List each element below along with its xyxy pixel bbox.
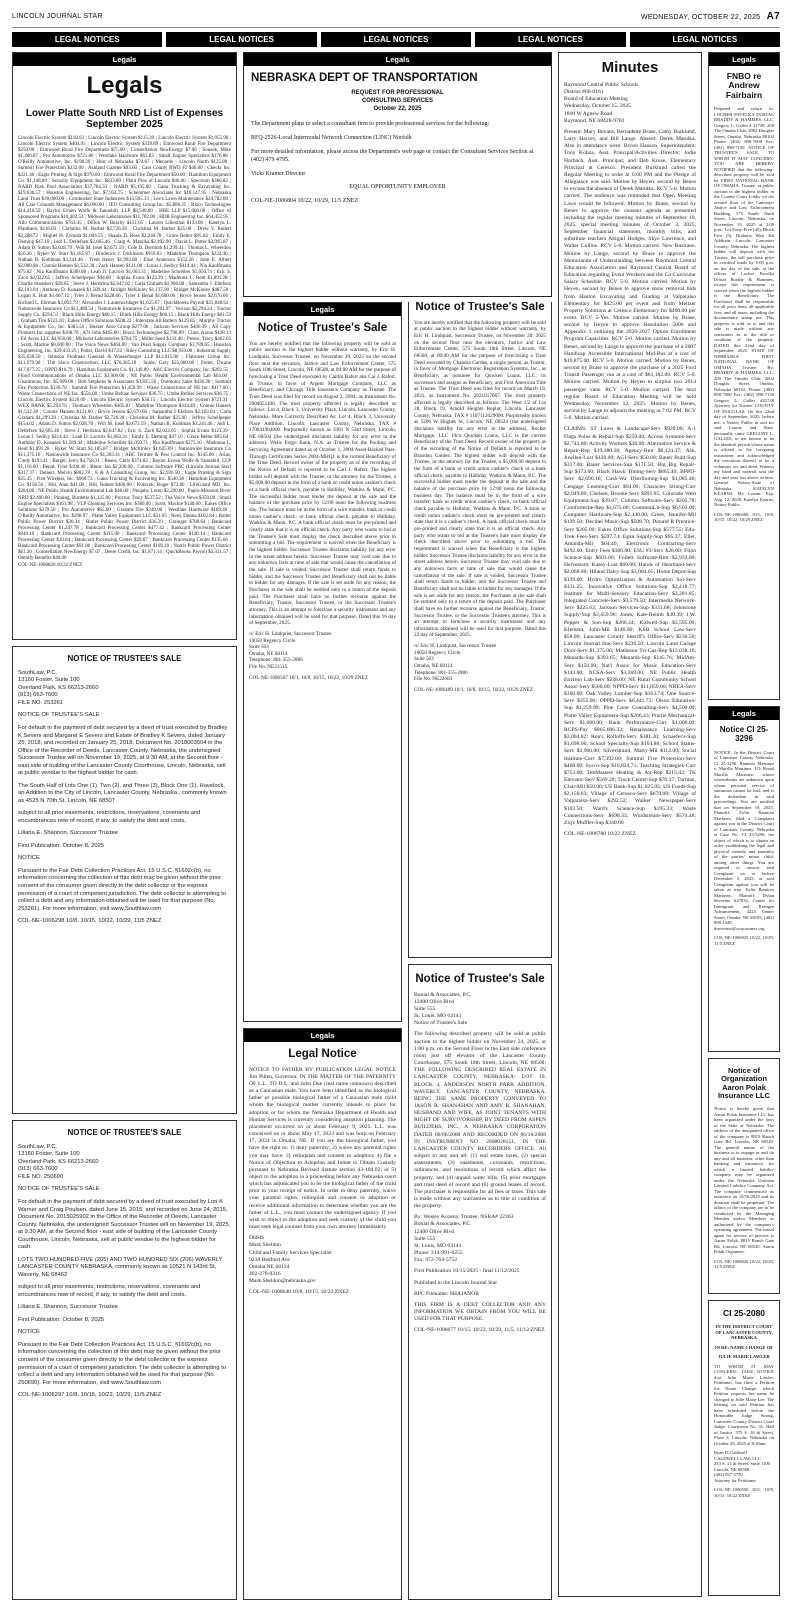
section-tab: Legals — [13, 53, 236, 66]
section-header-row — [12, 32, 780, 47]
sig-line: By: Wesley Kozeny, Trustee, NSBA# 22363 — [414, 1214, 514, 1221]
notice-ci-25-2080 — [708, 1300, 780, 1596]
column-5 — [708, 52, 780, 1612]
notice-title: FNBO re Andrew Fairbairn — [725, 71, 763, 100]
eoe-line: EQUAL OPPORTUNITY EMPLOYER — [349, 184, 446, 191]
sig-line: 233 S. 13 th Street, Suite 1100 — [714, 1461, 770, 1467]
notice-body: Notice is hereby given that Aaron Polak Insurance LLC has been organized under the laws of the State of Nebraska. The address of the designated office of the company is 8815 Ranch Gate Rd, Lincoln, NE 68520. The general nature of the business is to engage in and do any and all business, other than banking and insurance, for which a limited liability company may be organized under the Nebraska Uniform Limited Liability Company Act. The company commenced its existence on 10/16/2025 and its duration shall be perpetual. The affairs of the company are to be conducted by the Managing Member and/or Members as authorized by the company's operating agreement. The initial agent for service of process is Aaron Polak, 8815 Ranch Gate Rd, Lincoln, NE 68520. Aaron Polak Organizer. — [714, 1106, 774, 1254]
paper-name: LINCOLN JOURNAL STAR — [12, 13, 103, 20]
publication-date: First Publication: October 8, 2025 — [18, 842, 105, 849]
notice-title: NOTICE OF TRUSTEE'S SALE — [67, 1128, 182, 1137]
petitioner-name: JULIE MARIE LAWLER — [718, 1354, 770, 1360]
sig-line: /s/ Eric H. Lindquist, Successor Trustee — [414, 643, 497, 650]
notice-signature: Liliana E. Shannon, Successor Trustee — [18, 830, 118, 837]
sig-line: Telephone: 801-355-2886 — [414, 669, 468, 676]
sig-line: Child and Family Services Specialist — [249, 1249, 332, 1256]
notice-trustee-sale-ne21515 — [243, 302, 402, 1022]
column-1 — [12, 52, 237, 1612]
sig-line: Omaha, NE 68114 — [414, 663, 453, 670]
notice-signature: Vicki Kramer Director — [251, 170, 306, 177]
column-4 — [558, 52, 702, 1612]
minutes-body: Present: Mary Bevans, Bernadette Brase, Cathy Burklund, Larry Harvey, and Bill Lange. Absent: Derek Matulka. Also in attendance were: Bryon Hanson, Superintendent; Tony Kobza, Asst. Principal/Activities Director; Jodie Horbach, Asst. Principal; and Deb Kruse, Elementary Principal at Ceresco. President Burklund called the Regular Meeting to order at 6:00 PM and the Pledge of Allegiance was said. Motion by Heyen, second by Benes to excuse the absence of Derek Matulka. RCV 5-0. Motion carried. The audience was reminded that Open Meeting Laws would be followed. Motion by Brase, second by Benes to approve the consent agenda as presented including the regular meeting minutes of September 10, 2025, special meeting minutes of October 3, 2025, September financial statement, monthly bills, and substitute teachers Abigail Hodges, Skye Lawrence, and Walter Collins. RCV 5-0. Motion carried. New Business. Motion by Lange, second by Brase to approve the Memoranda of Understanding between Raymond Central Education Association and Raymond Central Board of Education regarding Event Workers and the Co-Curricular Salary Schedule. RCV 5-0. Motion carried. Motion by Heyen, second by Benes to approve snow removal bids from Hanton Excavating and Grading at Valparaiso Elementary for $425.00 per event and from Meltzer Property Solutions at Ceresco Elementary for $400.00 per event. RCV 5-Yes. Motion carried. Motion by Brase, second by Heyen to approve Resolution 5006 and Appendix 1 outlining the 2026-2027 Option Enrollment Program Capacities. RCV 5-0. Motion carried. Motion by Benes, second by Lange to approve the purchase of a 2007 Handicap Accessible International Mid-Bus at a cost of $19,875.00. RCV 5-0. Motion carried. Motion by Benes, second by Brase to approve the purchase of a 2025 Ford Transit Passenger van at a cost of $61,182.00. RCV 5-0. Motion carried. Motion by Heyen to surplus two 2014 passenger vans. RCV 5-0. Motion carried. The next regular Board of Education Meeting will be held Wednesday, November 12, 2025. Motion by Benes, second by Lange to adjourn the meeting at 7:02 PM. RCV 5-0. Motion carried. — [564, 128, 696, 422]
notice-signature: Liliana E. Shannon, Successor Trustee — [18, 1304, 118, 1311]
notice-title: Notice of Organization Aaron Polak Insurance LLC — [717, 1066, 771, 1100]
column-2 — [243, 302, 402, 1612]
notice-nrd-expenses — [12, 52, 237, 640]
notice-paragraph: For default in the payment of debt secured by a deed of trust executed by Lori K Warner and Craig Poulsen, dated June 15, 2015, and recorded on June 24, 2015, Document No. 2015025902 in the Office of the Recorder of Deeds, Lancaster County, Nebraska, the undersigned Successor Trustee will on November 19, 2025, at 9:30 AM, at the Second floor - east side of building of the Lancaster County Courthouse, Lincoln, Nebraska, sell at public vendue to the highest bidder for cash: — [18, 1198, 231, 1251]
matter-heading: IN RE: NAME CHANGE OF — [714, 1344, 774, 1350]
sig-line: Phone: 314-991-0255 — [414, 1250, 463, 1257]
addr-line: St. Louis, MO 63141 — [414, 1013, 462, 1020]
masthead — [12, 6, 780, 28]
section-tab: Legals — [709, 53, 779, 66]
notice-trustee-sale-250690 — [12, 1120, 237, 1600]
date-and-page — [641, 11, 780, 22]
notice-title: NOTICE OF TRUSTEE'S SALE — [67, 654, 182, 663]
sig-line: St. Louis, MO 63141 — [414, 1242, 462, 1249]
sig-line: Omaha NE 68134 — [249, 1263, 290, 1270]
notice-id: COL-NE-1006826 10/22, 10/29, 11/5 ZNEZ — [714, 1258, 774, 1269]
sig-line: 12400 Olive Blvd — [414, 1228, 455, 1235]
notice-trustee-sale-bonial — [408, 964, 552, 1600]
notice-title: Minutes — [601, 59, 659, 76]
notice-body: The following described property will be sold at public auction to the highest bidder on November 24, 2025, at 1:00 p.m. on the Second Floor in the East side conference room just off elevator of the Lancaster County Courthouse, 575 South 10th Street, Lincoln, NE 68508: THE FOLLOWING DESCRIBED REAL ESTATE IN LANCASTER COUNTY, NEBRASKA: LOT 19, BLOCK 4, ANDERSON NORTH PARK ADDITION, WAVERLY, LANCASTER COUNTY, NEBRASKA. BEING THE SAME PROPERTY CONVEYED TO JASON R. SHANAHAN AND AMY R. SHANAHAN, HUSBAND AND WIFE, AS JOINT TENANTS WITH RIGHT OF SURVIVORSHIP, BY DEED FROM ASPEN BUILDERS, INC., A NEBRASKA CORPORATION DATED 06/06/2008 AND RECORDED ON 06/16/2008 IN INSTRUMENT NO. 2008028151, IN THE LANCASTER COUNTY RECORDERS OFFICE. All subject to any and all: (1) real estate taxes, (2) special assessments, (3) easements, covenants, restrictions, ordinances, and resolutions of record which affect the property, and (4) unpaid water bills, (5) prior mortgages and trust deed of record and (6) ground leases of record. The purchaser is responsible for all fees or taxes. This sale is made without any warranties as to title or condition of the property. — [414, 1031, 546, 1210]
addr-line: Overland Park, KS 66213-2660 — [18, 684, 99, 691]
sig-line: DHHS — [249, 1235, 265, 1242]
notice-subtitle — [251, 90, 544, 113]
addr-line: SouthLaw, P.C. — [18, 1143, 58, 1150]
notice-paragraph: For default in the payment of debt secured by a deed of trust executed by Bradley K Severs and Margaret E Severs and Estate of Bradley K Severs, dated January 25, 2018, and recorded on January 25, 2018, Document No. 2018003504 in the Office of the Recorder of Deeds, Lancaster County, Nebraska, the undersigned Successor Trustee will on November 19, 2025, at 9:30 AM, at the Second floor - east side of building of the Lancaster County Courthouse, Lincoln, Nebraska, sell at public vendue to the highest bidder for cash: — [18, 724, 228, 777]
section-header: LEGAL NOTICES — [321, 32, 471, 47]
org-line: District #66-0161 — [564, 89, 604, 96]
notice-paragraph: For more detailed information, please access the Department's web page or contact the Consultant Services Section at (402) 479 4795. — [251, 148, 534, 163]
sig-line: Telephone: 801-355-2886 — [249, 657, 303, 664]
addr-line: Overland Park, KS 66213-2660 — [18, 1158, 99, 1165]
notice-paragraph: LOTS TWO HUNDRED FIVE (205) AND TWO HUNDRED SIX (206) WAVERLY LANCASTER COUNTY NEBRASKA, commonly known as 10521 N 143rd St, Waverly, NE 68462 — [18, 1256, 223, 1278]
notice-id: COL-NE-1006297 10/8, 10/15, 10/22, 10/29, 11/5 ZNEZ — [18, 1392, 162, 1399]
sig-line: Fax: 972-764-5752 — [414, 1257, 458, 1264]
sig-line: Bonial & Associates, P.C. — [414, 1221, 472, 1228]
sig-line: Suite 555 — [414, 1235, 436, 1242]
notice-title: NEBRASKA DEPT OF TRANSPORTATION — [251, 72, 478, 84]
addr-line: 13160 Foster, Suite 100 — [18, 1151, 80, 1158]
notice-id: COL-NE-1006804 10/22, 10/29, 11/5 ZNEZ — [251, 198, 359, 205]
court-name: IN THE DISTRICT COURT OF LANCASTER COUNTY, NEBRASKA — [715, 1324, 773, 1341]
section-tab: Legals — [244, 53, 551, 66]
notice-paragraph: subject to all prior easements, restrictions, reservations, covenants and encumbrances now of record, if any, to satisfy the debt and costs. — [18, 810, 201, 824]
notice-paragraph: Pursuant to the Fair Debt Collection Practices Act, 15 U.S.C. §1692c(b), no information concerning the collection of this debt may be given without the prior consent of the consumer given directly to the debt collector or the express permission of a court of competent jurisdiction. The debt collector is attempting to collect a debt and any information obtained will be used for that purpose (No. 250690). For more information, visit www.Southlaw.com — [18, 1341, 227, 1386]
notice-paragraph: The South Half of Lots One (1), Two (2), and Three (3), Block One (1), Havelock, an Addition to the City of Lincoln, Lancaster County, Nebraska., commonly known as 4525 N 70th St, Lincoln, NE 68507 — [18, 782, 227, 804]
notice-body: TO WHOM IT MAY CONCERN: TAKE NOTICE that Julie Marie Lawler, Petitioner, has filed a Petition for Name Change, which Petition requests her name be changed to Julie Marie Lee. The hearing on said Petition has been scheduled before the Honorable Judge Strong, Lancaster County District Court Judge, Courtroom No. 31, Hall of Justice, 575 S. 10 th Street, Floor 3, Lincoln, Nebraska on October 29, 2025 at 8:30am. — [714, 1363, 774, 1446]
addr-line: Suite 555 — [414, 1005, 436, 1012]
addr-line: (913) 663-7600 — [18, 1166, 58, 1173]
publication-paper: Published in the Lincoln Journal Star — [414, 1279, 498, 1286]
notice-id: COL-NE-1006820 10/22 ZNEZ — [18, 562, 83, 568]
org-line: 1800 W Agnew Road — [564, 110, 613, 117]
section-header: LEGAL NOTICES — [12, 32, 162, 47]
org-line: Raymond Central Public Schools — [564, 82, 639, 88]
sig-line: Lincoln, NE 68508 — [714, 1466, 750, 1472]
notice-id: COL-NE-1006550 10/1, 10/8, 10/15, 10/22 ZNEZ — [714, 1487, 774, 1498]
notice-minutes-raymond-central — [558, 52, 702, 1597]
notice-subheading: NOTICE OF TRUSTEE'S SALE — [18, 1186, 100, 1193]
notice-id: COL-NE-1006507 10/1, 10/8, 10/15, 10/22, 10/29 ZNEZ — [249, 674, 369, 681]
sig-line: CALDWELL LAW, LLC — [714, 1455, 761, 1461]
bpc-filename: BPC Filename: SHAJANOR — [414, 1290, 479, 1297]
sig-line: Attorney for Petitioner. — [714, 1477, 757, 1483]
notice-title: CI 25-2080 — [722, 1308, 766, 1318]
sig-line: Suite 503 — [414, 656, 434, 663]
notice-ci-25-3296 — [708, 706, 780, 1052]
addr-line: (913) 663-7600 — [18, 692, 58, 699]
section-tab: Legals — [709, 707, 779, 720]
notice-fnbo-fairbairn — [708, 52, 780, 700]
file-number: FILE NO. 250690 — [18, 1173, 64, 1180]
notice-id: COL-NE-1006298 10/8, 10/15, 10/22, 10/29, 11/5 ZNEZ — [18, 918, 162, 925]
notice-body: Prepared and return to: LOCHER PAVELKA DOSTAL BRADDY & HAMMES, LLC, Gregory L. Galles # 21748, 200 The Omaha Club, 2002 Douglas Street, Omaha, Nebraska 68102 Phone: (402) 898-7000 Fax: (402) 898-7130. NOTICE OF TRUSTEE'S SALE. TO WHOM IT MAY CONCERN: YOU ARE HEREBY NOTIFIED that the following-described property will be sold by FIRST NATIONAL BANK OF OMAHA, Trustee, at public auction to the highest bidder in the County Court Lobby on the second floor of the Lancaster Justice and Law Enforcement Building, 575 South Tenth Street, Lincoln, Nebraska, on November 19, 2025 at 2:00 p.m.: Lot Forty-Five (45), Block Five (5), Brahurst West 4th Addition, Lincoln, Lancaster County, Nebraska. The highest bidder will deposit with the Trustee, the full purchase price in certified funds by 5:00 p.m. on the day of the sale, at the offices of Locher Pavelka Dostal Braddy & Hammes, except this requirement is waived when the highest bidder is the Beneficiary. The Purchaser shall be responsible for all prior liens, all applicable fees, and all taxes, including the documentary stamp tax. This property is sold 'as is' and this sale is made without any warranties as to the title or condition of the property. DATED this 22nd day of September, 2025. STATE OF NEBRASKA FIRST NATIONAL BANK OF OMAHA, Trustee. By: BRADDY & HAMMES, LLC, 200 The Omaha Club, 2002 Douglas Street, Omaha, Nebraska 68102. Phone: (402) 898-7000 Fax: (402) 898-7130 Gregory L. Galles #21748 Attorney for Trustee. COUNTY OF DOUGLAS. On this 22nd day of September, 2025, before me, a Notary Public in and for said County and State, personally came GREGORY L. GALLES, to me known to be the identical person whose name is affixed to the foregoing instrument and acknowledged the execution thereof to be a voluntary act and deed. Witness my hand and notarial seal the day and year last above written. General Notary-State of Nebraska. KATELYN KEARNS. My Comm. Exp. Aug. 12, 2029. Katelyn Kearns, Notary Public. — [714, 106, 774, 508]
notice-title: Notice of Trustee's Sale — [415, 973, 545, 985]
notice-trustee-sale-ne22603 — [408, 302, 552, 958]
notice-body: Lincoln Electric System $118.03 ; Lincoln Electric System $115.39 ; Lincoln Electric System $1,055.90 ; Lincoln Electric System $404.95 ; Lincoln Electric System $339.89 ; Elmwood Rural Fire Department $250.00 ; Elmwood Rural Fire Department $75.00 ; Constellation NewEnergy $7.06 ; Sousek, Mike $1,466.87 ; Pro Automotive $721.86 ; Westlake Hardware $63.83 ; Small Engine Specialists $170.88 ; O'Reilly Automotive, Inc. $198.29 ; Host of Nebraska $74.67 ; Menards - Lincoln North $125.80 ; Summit Fire Protection $232.00 ; Ashland Gazette $93.60 ; Cass County RWD #2 $40.00 ; Checkr Inc. $221.46 ; Eagle Printing & Sign $970.00 ; Elmwood Rural Fire Department $50.00 ; Hamilton Equipment Co. $1,148.89 ; Security Equipment, Inc. $833.00 ; Plant Pros of Lincoln $40.00 ; Spectrum $386.82 ; NARD Risk Pool Association $37,784.33 ; NARD $5,195.00 ; Gana Trucking & Excavating Inc. $19,636.57 ; Houston Engineering, Inc. $7,954.75 ; Schemmer Associates Inc $10,147.95 ; Nebraska Land Trust $30,000.00 ; Cornhusker State Industries $14,565.13 ; Lee's Lawn Maintenance $24,782.00 ; All Care Grounds Management $6,000.00 ; JEO Consulting Group Inc. $5,886.25 ; Bizco Technologies $14,416.59 ; Baylor Evnen Wolfe & Tannehill, LLP $8,540.00 ; HBE LLP $15,000.00 ; Office of Sponsored Programs $10,402.53 ; Midwest Laboratories $11,702.00 ; HDR Engineering Inc. $64,452.95 ; Allo Communications $763.45 ; Dillon W. Beachy $121.65 ; Lauren Lilienthal $133.06 ; Katelyn L. Plambeck $116.03 ; Christina M. Barber $2,726.28 ; Christina M. Barber $25.00 ; Drew V. Bullett $2,288.72 ; Miguel H. Zymola $1,004.55 ; Shaula D. Ross $2,240.78 ; Grace Belter $95.64 ; Emily E. Deming $47.10 ; Jodi L. Detlefsen $2,665.46 ; Craig A. Matulka $2,492.90 ; David L. Potter $3,995.87 ; Adam D. Sutton $2,028.79 ; Will M. Insel $2,672.59 ; Cole D. Dermuth $1,299.41 ; Thomas L. Wheeldon $56.26 ; Ryker W. Starr $1,185.87 ; Broderick J. Dickinson $959.03 ; Madeline Thompson $224.46 ; Nathan B. Kuhlman $3,241.46 ; Trent Henry $1,993.80 ; Elise Anderson $152.28 ; John E. Albert $2,000.86 ; Connie Hansen $1,532.38 ; Zach Hansen $121.00 ; Lucas J. Sedivy $414.44 ; Nia Kauffmann $75.02 ; Nia Kauffmann $200.08 ; Leah D. Lacroix $1,663.31 ; Madeline Schreiber $1,050.71 ; Eric S. Zach $2,022.65 ; Jeffrey Schellpeper $94.80 ; Sophia Evans $123.39 ; Madonna L. Reid $1,891.28 ; Charlie Stansbery $28.85 ; Steve J. Herdzina $2,647.82 ; Carla Graham $1,906.88 ; Samantha J. Ellefson $2,103.04 ; Anthony D. Kunasek $1,589.44 ; Bridget McKinley $1,137.90 ; Bridget McKinley $487.58 ; Logan K. Hutt $1,607.12 ; Tyler J. Brend $228.66 ; Tyler J. Benal $1,600.00 ; Bryce Jensen $2,676.66 ; Richard L. Ehrman $3,063.79 ; Alexander J. Lautenschlager $1,625.67 ; QuickBooks Payroll $25,848.62 ; Nationwide Insurance Co $11,480.54 ; Nationwide Insurance Co $1,201.97 ; Verizon $2,294.24 ; Tractor Supply Co. $594.51 ; Black Hills Energy $80.15 ; Black Hills Energy $66.15 ; Black Hills Energy $61.59 ; Graham Tire $323.10 ; Eakes Office Solutions $508.22 ; Interstate All Battery $129.85 ; Murphy Tractor & Equipment Co., Inc. $383.56 ; Husker Auto Group $277.06 ; Jackson Services $400.39 ; All Copy Products Inc supplies $168.70 ; A7s John $465.00 ; Bizco Technologies $2,798.09 ; Clare, Aaron $128.13 ; Ed Acres LLC $4,050.80 ; Midwest Laboratories $784.75 ; Miller Seed $133.40 ; Presto, Tracy $462.65 ; Scott, Mackie $8,600.00 ; The Voice News $464.00 ; Van Diest Supply Company $3,789.65 ; Houston Engineering, Inc. $29,433.25 ; Potter, David $17.22 ; Riley Consulting LLC $8,950.00 ; Industrial Supply $35,630.50 ; Johnson Flodman Guenzel & Wasserburger LLP $12,015.00 ; Flatwater Group Inc. $11,679.90 ; Tim Sisco Construction, LLC $76,365.18 ; Snide, Gary $25,000.00 ; Potter, Dwane $17,077.25 ; OPPD $16.79 ; Hamilton Equipment Co. $1,149.89 ; ABC Electric Company, Inc. $202.55 ; Flood Communications of Omaha LLC $3,000.00 ; NE Public Health Environmental Lab $64.00 ; Unanimous, Inc. $5,099.00 ; Bob Stephens & Associates $3,835.56 ; Outmotor Sales $436.28 ; Summit Fire Protection $126.70 ; Summit Fire Protection $1,450.99 ; Waste Connections of NE Inc. $417.00 ; Waste Connections of NE Inc. $556.00 ; Umbe Refuse Services $36.75 ; Umbe Refuse Services $36.75 ; Lincoln Electric System $120.00 ; Lincoln Electric System $38.15 ; Lincoln Electric System $721.31 ; WEX BANK $5,293.76 ; Thomas's Wheeldon $465.81 ; Madeline Thompson $324.49 ; Connie Hansen $1,532.38 ; Connie Hansen $121.00 ; Bryce Jensen $2,670.66 ; Samantha J Elefson $2,103.04 ; Carla Graham $1,299.39 ; Christina M. Barber $2,726.28 ; Christina M. Barber $25.00 ; Jeffrey Schellpeper $154.02 ; Adam D. Sutton $2,028.78 ; Will M. Insel $2,672.59 ; Nathan B. Kuhlman $3,241.46 ; Jodi L. Detlefsen $2,665.46 ; Steve J. Herdzina $2,647.82 ; Eric S. Zach $2,022.65 ; Sophia Evans $123.39 ; Lucas J. Sedivy $414.44 ; Leah D. Lacroix $1,663.31 ; Emily E. Deming $47.10 ; Grace Belter $95.64 ; Anthony D. Kunasek $1,589.44 ; Madeline Schreiber $1,050.71 ; Nia Kauffmann $275.10 ; Madonna L. Reid $1,891.28 ; Ryker W. Starr $1,185.87 ; Bridget McKinley $1,625.69 ; Nationwide Insurance Co $11,375.16 ; Nationwide Insurance Co $1,203.41 ; ABC Termite & Pest Control Inc. $145.00 ; Arias, Cindy $193.41 ; Barger, Jerry $4,758.31 ; Beans, Chris $374.82 ; Baylor Evnen Wolfe & Tannehill, LLP $1,116.00 ; Benal, Tyler $106.40 ; Blum, Jan $2,200.00 ; Column Software PBC (Lincoln Journal Star) $317.37 ; Deinert, Melvin $802.78 ; E & A Consulting Group, Inc. $2,926.50 ; Eagle Printing & Sign $25.45 ; First Wireless, Inc. $966.72 ; Gana Trucking & Excavating Inc. $540.38 ; Hamilton Equipment Co. $158.56 ; Hilt, Alan $41.00 ; Hilt, Robert $400.00 ; Kubicek, Roger $73.80 ; LifeGuard MD, Inc. $284.00 ; NE Public Health Environmental Lab $48.00 ; Neujahr, Loren $2,200.00 ; Papio-Missouri River NRD $2,400.00 ; Pinning, Burdette $1,325.00 ; Proctor, Tracy $537.52 ; The Voice News $350.00 ; Small Engine Specialists $161.98 ; VLP Cleaning Services Inc. $380.00 ; Scott, Mackie $140.00 ; Eakes Office Solutions $270.50 ; Pro Automotive $65.60 ; Graham Tire $249.98 ; Westlake Hardware $189.46 ; O'Reilly Automotive, Inc. $298.97 ; Platte Valley Equipment LLC $31.05 ; Reid, Donna $102.84 ; Butler Public Power District $30.34 ; Butler Public Power District $36.29 ; Grainger $780.64 ; Bankcard Processing Center $1,247.78 ; Bankcard Processing Center $477.42 ; Bankcard Processing Center $949.19 ; Bankcard Processing Center $115.00 ; Bankcard Processing Center $140.14 ; Bankcard Processing Center $10.84 ; Bankcard Processing Center $29.87 ; Bankcard Processing Center $135.66 ; Bankcard Processing Center $91.80 ; Bankcard Processing Center $169.10 ; Norris Public Power District $61.30 ; Constellation NewEnergy $7.07 ; Deere Credit, Inc. $1,871.14 ; QuickBooks Payroll $2,331.57 ; Omnify Benefits $40.00 — [18, 136, 231, 562]
notice-body: You are hereby notified that the following property will be sold at public auction to the highest bidder without warranty, by Eric H. Lindquist, Successor Trustee, on November 20, 2025 on the second floor near the elevators, Justice and Law Enforcement Center, 575 South 10th Street, Lincoln, NE 68508, at 09:00 AM for the purpose of foreclosing a Trust Deed executed by Chandra Gardes, a single person, as Trustor, in favor of Mortgage Electronic Registration Systems, Inc., as Beneficiary, as nominee for Quicken Loans, LLC, its successors and assigns as Beneficiary, and First American Title as Trustee. The Trust Deed was filed for record on March 19, 2021, as Instrument No. 2021017067. The trust property affected is legally described as follows: The West 1/2 of Lot 28, Block 19, Arnold Heights Replat, Lincoln, Lancaster County, Nebraska. TAX # 1107112029000. Purportedly known as 5206 W Hughes St, Lincoln, NE 68524 (the undersigned disclaims liability for any error in the address). Rocket Mortgage, LLC f/k/a Quicken Loans, LLC is the current Beneficiary of the Trust Deed. Record owner of the property as of the recording of the Notice of Default is reported to be Brandon Gardes. The highest bidder will deposit with the Trustee, or the attorney for the Trustee, a $5,000.00 deposit in the form of a bank or credit union cashier's check or a bank official check, payable to Halliday, Watkins & Mann, P.C. The successful bidder must tender the deposit at the sale and the balance of the purchase price by 12:00 noon the following business day. The balance must be in the form of a wire transfer, bank or credit union cashier's check, or bank official check payable to Halliday, Watkins & Mann, P.C. A bank or credit union cashier's check must be pre-printed and clearly state that it is a cashier's check. A bank official check must be pre-printed and clearly state that it is an official check. Any party who wants to bid at the Trustee's Sale must display the check described above prior to submitting a bid. The requirement is waived when the Beneficiary is the highest bidder. Successor Trustee disclaims liability for any error in the street address herein. Successor Trustee may void sale due to any unknown facts at time of sale that would cause the cancellation of the sale. If sale is voided, Successor Trustee shall return funds to bidder, and the Successor Trustee and Beneficiary shall not be liable to bidder for any damages. If the sale is set aside for any reason, the Purchaser at the sale shall be entitled only to a return of the deposit paid. The Purchaser shall have no further recourse against the Beneficiary, Trustor, Successor Trustee, or the Successor Trustee's attorney. This is an attempt to foreclose a security instrument and any information obtained will be used for that purpose. Dated this 22 day of September, 2025. — [414, 319, 546, 639]
notice-id: COL-NE-1006648 10/8, 10/15, 10/22 ZNEZ — [249, 1289, 350, 1296]
section-header: LEGAL NOTICES — [166, 32, 316, 47]
notice-id: COL-NE-1006780 10/22 ZNEZ — [564, 831, 636, 838]
org-line: Wednesday, October 15, 2025 — [564, 103, 632, 110]
sig-line: 9218 Bedford Ave — [249, 1256, 290, 1263]
addr-line: 12400 Olive Blvd — [414, 998, 455, 1005]
sig-line: Ryan D. Caldwell — [714, 1450, 747, 1456]
notice-title: Lower Platte South NRD List of Expenses September 2025 — [25, 108, 224, 130]
sig-line: Mark.Sheldon@nebraska.gov — [249, 1278, 316, 1285]
subtitle-date: October 22, 2025 — [373, 105, 422, 112]
notice-title: Notice CI 25-3296 — [719, 725, 769, 743]
notice-subheading: NOTICE — [18, 1329, 40, 1336]
sig-line: 402-278-9316 — [249, 1271, 281, 1278]
debt-collector-statement: THIS FIRM IS A DEBT COLLECTOR AND ANY INFORMATION WE OBTAIN FROM YOU WILL BE USED FOR THAT PURPOSE. — [414, 1301, 546, 1323]
sig-line: 10050 Regency Circle — [414, 649, 461, 656]
notice-title: Notice of Trustee's Sale — [415, 302, 545, 313]
section-header: LEGAL NOTICES — [630, 32, 780, 47]
notice-title: Notice of Trustee's Sale — [257, 322, 388, 334]
notice-trustee-sale-253261 — [12, 646, 237, 1114]
publication-dates: First Publication 10/15/2025 - final 11/12/2025 — [414, 1268, 520, 1275]
legals-heading: Legals — [86, 72, 163, 99]
notice-aaron-polak-llc — [708, 1058, 780, 1294]
notice-ndot-rfq — [243, 52, 552, 297]
file-number: FILE NO. 253261 — [18, 699, 64, 706]
notice-id: COL-NE-1006825 10/22, 10/29, 11/5 ZNEZ — [714, 935, 774, 946]
notice-subheading: NOTICE — [18, 855, 40, 862]
subtitle-line: CONSULTING SERVICES — [361, 97, 434, 104]
publication-date: First Publication: October 8, 2025 — [18, 1316, 105, 1323]
notice-title: Legal Notice — [288, 1048, 357, 1060]
column-3 — [408, 302, 552, 1612]
section-tab: Legals — [244, 303, 401, 316]
sig-line: Mark Sheldon — [249, 1242, 281, 1249]
sig-line: /s/ Eric H. Lindquist, Successor Trustee — [249, 630, 332, 637]
notice-body: NOTICE. In the District Court of Lancaster County Nebraska. CI 25-3296. Ramirez Martinez v. Murillo Martinez. TO: Ronal Murillo Martinez, whose whereabouts are unknown upon whom personal service of summons cannot be had, and is the defendant in said proceedings. You are notified that on September 19, 2025, Plaintiff, Eylin Ramirez Martinez, filed a Complaint against you in the District Court of Lancaster County, Nebraska at Case No. CI 25-3296, the object of which is to obtain an order establishing the legal and physical custody, and paternity of the parties' minor child, among other things. You are required to answer said Complaint on or before December 5, 2025, or said Complaint against you will be taken as true. Eylin Ramirez Martinez, Plaintiff. Dylan Severino #27832, Center for Immigrant and Refugee Advancement, 4223 Center Street, Omaha, NE 68105, (402) 898-1349, dseverino@ciraconnect.org — [714, 749, 774, 931]
sig-line: Suite 503 — [249, 644, 269, 651]
section-header: LEGAL NOTICES — [475, 32, 625, 47]
issue-date: WEDNESDAY, OCTOBER 22, 2025 — [640, 14, 761, 21]
notice-body: NOTICE TO FATHER BY PUBLICATION LEGAL NOTICE Jim Pillen, Governor. IN THE MATTER OF THE PATERNITY OF L.L. TO D.L. and John Doe (real name unknown) described as a Caucasian male. You have been identified as the biological father or possible biological father of a Caucasian male child whom the biological mother currently intends to place for adoption or for whom the Nebraska Department of Health and Human Services is currently considering adoption planning. The placement occurred on or about February 9, 2025. L.L. was conceived on or about May 17, 2023 and was born on February 17, 2024 in Omaha, NE. If you are the biological father, you have the right to: 1) deny paternity; 2) waive any parental rights you may have; 3) relinquish and consent to adoption; 4) file a Notice of Objection to Adoption and Intent to Obtain Custody pursuant to Nebraska Revised Statute section 43-104.02; or 5) object to the adoption in a proceeding before any Nebraska court which has adjudicated you to be the biological father of the child prior to your receipt of notice. In order to deny paternity, waive your parental rights, relinquish and consent to adoption or receive additional information to determine whether you are the father of L.L., you must contact the undersigned agency. If you wish to object to the adoption and seek custody of the child you must seek legal counsel from your own attorney immediately. — [249, 1066, 396, 1231]
claims-list: CLAIMS: ST Lawn & Landscape-Serv $920.00; A-1 Flags Poles & Repair-Sup $259.00; Access Systems-Serv $2,741.00; Activity Workers $30.00; Alternative Service & Repair-Rep $19,380.38; Agency-Rmt $8,124.37; Ash, Juwilen-Lost $120.00; AGI-Serv $50.00; Bauer Built-Sup $317.06; Bauer Services-Sup $171.50; Big Rig Repair-Sup $173.00; Black Hawk Timing-Serv $865.40; BPPD-Serv $2,696.16; Cash-Wa Distributing-Sup $1,085.40; Cengage Learning-Curr $94.00; Character Strong-Curr $2,949.00; Chelsen, Brooke-Serv $991.95; Colorado West Equipment-Sup $39.07; Column Software-Serv $205.78; Comforteche-Rep $3,675.00; CommonLit-Sup $6,503.00; Computer Hardware-Sup $2,440.00; Crees, Jennifer-Mil $129.50; Decibel Music-Sup $508.70; Donald R Prentice-Serv $205.00; Eakes Office Solutions-Sup $577.55; Edu-Trek Fees-Serv $597.74; Egan Supply-Sup $95.37; Eller, Amanda-Mil $64.40; Electronic Contracting-Serv $492.00; Entry Fees $300.00; ESU #3-Serv $28.00; Flinn Science-Sup $603.00; Follett Software-Rmt $2,933.00; Helvestom, Kasey-Lost $60.00; Hands of Heartland-Serv $2,068.00; Hiland Dairy-Sup $3,004.05; Home Depot-Sup $139.00; Hydro Optimization & Automation Sol-Serv $131.25; Innovative Office Solutions-Sup $2,418.77; Institute for Multi-Sensory Education-Serv $3,281.85; Integrated Concrete-Serv $3,579.50; Intermedia Network-Serv $225.62; Jackson Services-Sup $331.68; Johnstone Supply-Sup $3,459.96; Jones, Kate-Reimb $30.39; J.W. Pepper & Son-Sup $266.24; Kidwell-Sup $3,595.00; Klement, John-Mil $140.00; KSB School Law-Serv $58.00; Lancaster County Sheriff's Office-Serv $236.50; Lincoln Journal Star-Serv $236.50; Lincoln Land Garage Door-Serv $1,375.00; Matheson Tri-Gas-Rep $13,038.16; Menards-Sup $393.65; Menards-Sup $145.76; MidAm-Serv $150.00; Nat'l Assoc for Music Education-Serv $143.00; NCSA-Serv $3,369.00; NE Public Health Environ Lab-Serv $238.00; NE Rural Community School Assoc-Serv $500.00; NPPD-Serv $11,859.00; NREA-Serv $300.00; Oak Valley Lumber-Sup $163.74; One Source-Serv $355.00; OPPD-Serv $6,441.73; Olson Eduration-Sup $1,259.99; Pine Cone Consulting-Serv $4,500.00; Platte Valley Equipment-Sup $266.43; Prairie Mechanical-Serv $1,000.00; Rank Performance-Curr $1,000.00; RCPS-Pay $865,606.33; Renaissance Learning-Serv $3,004.82; Ron's Rolloffs-Serv $381.20; Schaefer's-Sup $1,698.00; School Specialty-Sup $164.88; School Status-Serv $3,960.00; Silverstrand, Marty-Mil $112.00; Social Institute-Curr $7,392.00; Summit Fire Protection-Serv $468.00; Sysco-Sup $16,824.71; Teaching Strategies-Curr $753.00; TekMasters Heating & Air-Rep $215.42; TK Elevator-Serv $569.28; Truck Center-Sup $76.17; Turman, Clair-Mil $50.00; US Bank-Sup $1,625.05; US Foods-Sup $2,150.63; Village of Ceresco-Serv $679.00; Village of Valparaiso-Serv $292.52; Walker Newspaper-Serv $103.50; Ward's Science-Sup $195.33; Waste Connections-Serv $698.33; Windstream-Serv $574.48; Ziq's Muffler-Sup $340.00 — [564, 426, 696, 826]
notice-paragraph: The Department plans to select a consultant firm to provide professional services for the following: — [251, 121, 490, 128]
sig-line: (402) 937-2750 — [714, 1472, 743, 1478]
notice-id: COL-NE-1006489 10/1, 10/8, 10/15, 10/22, 10/29 ZNEZ — [414, 687, 534, 694]
notice-paragraph: Pursuant to the Fair Debt Collection Practices Act, 15 U.S.C. §1692c(b), no information concerning the collection of this debt may be given without the prior consent of the consumer given directly to the debt collector or the express permission of a court of competent jurisdiction. The debt collector is attempting to collect a debt and any information obtained will be used for that purpose (No. 253261). For more information, visit www.Southlaw.com — [18, 867, 227, 912]
page-number: A7 — [766, 11, 780, 22]
notice-paragraph: RFQ-2526-Local Intermodal Network Connection (LINC) Norfolk — [251, 135, 412, 142]
notice-id: COL-NE-1006468 10/1, 10/8, 10/15, 10/22, 10/29 ZNEZ — [714, 511, 774, 523]
org-line: Raymond, NE 68428-9783 — [564, 117, 625, 124]
subtitle-line: REQUEST FOR PROFESSIONAL — [351, 90, 444, 96]
sig-line: Omaha, NE 68114 — [249, 650, 288, 657]
notice-body: You are hereby notified that the following property will be sold at public auction to the highest bidder without warranty, by Eric H. Lindquist, Successor Trustee, on November 20, 2025 on the second floor near the elevators, Justice and Law Enforcement Center, 575 South 10th Street, Lincoln, NE 68508, at 09:00 AM for the purpose of foreclosing a Trust Deed executed by Caitlin Rafert aka Cai J. Rafert, as Trustor, in favor of Argent Mortgage Company, LLC as Beneficiary, and Chicago Title Insurance Company as Trustee. The Trust Deed was filed for record on August 2, 2004, as Instrument No. 2004051100. The trust property affected is legally described as follows: Lot 4, Block 3, University Place, Lincoln, Lancaster County, Nebraska. More Correctly Described As: Lot 4, Block 3, University Place Addition, Lincoln, Lancaster County, Nebraska. TAX # 170641904000. Purportedly known as 3301 N 53rd Street, Lincoln, NE 68504 (the undersigned disclaims liability for any error in the address). Wells Fargo Bank, N.A. as Trustee for the Pooling and Servicing Agreement dated as of October 1, 2004 Asset-Backed Pass-Through Certificates Series 2004-MHQ1 is the current Beneficiary of the Trust Deed. Record owner of the property as of the recording of the Notice of Default is reported to be Cari J. Rafert. The highest bidder will deposit with the Trustee, or the attorney for the Trustee, a $5,000.00 deposit in the form of a bank or credit union cashier's check or a bank official check, payable to Halliday, Watkins & Mann, P.C. The successful bidder must tender the deposit at the sale and the balance of the purchase price by 12:00 noon the following business day. The balance must be in the form of a wire transfer, bank or credit union cashier's check, or bank official check, payable to Halliday, Watkins & Mann, P.C. A bank official check must be pre-printed and clearly state that it is an official check. Any party who wants to bid at the Trustee's Sale must display the check described above prior to submitting a bid. The requirement is waived when the Beneficiary is the highest bidder. Successor Trustee disclaims liability for any error in the street address herein. Successor Trustee may void sale due to any unknown facts at time of sale that would cause the cancellation of the sale. If sale is voided, Successor Trustee shall return funds to bidder, and the Successor Trustee and Beneficiary shall not be liable to bidder for any damages. If the sale is set aside for any reason, the Purchaser at the sale shall be entitled only to a return of the deposit paid. The Purchaser shall have no further recourse against the Beneficiary, Trustor, Successor Trustee, or the Successor Trustee's attorney. This is an attempt to foreclose a security instrument and any information obtained will be used for that purpose. Dated this 16 day of September, 2025. — [249, 340, 396, 627]
sig-line: File No. NE21515 — [249, 664, 288, 671]
addr-line: SouthLaw, P.C. — [18, 669, 58, 676]
sig-line: File No. NE22603 — [414, 676, 453, 683]
section-tab: Legals — [244, 1029, 401, 1042]
sig-line: 10050 Regency Circle — [249, 637, 296, 644]
addr-line: Bonial & Associates, P.C. — [414, 991, 472, 998]
addr-line: Notice of Trustee's Sale — [414, 1020, 468, 1027]
notice-legal-paternity — [243, 1028, 402, 1600]
addr-line: 13160 Foster, Suite 100 — [18, 677, 80, 684]
notice-id: COL-NE-1006677 10/15, 10/22, 10/29, 11/5, 11/12 ZNEZ — [414, 1327, 545, 1334]
org-line: Board of Education Meeting — [564, 96, 628, 103]
notice-subheading: NOTICE OF TRUSTEE'S SALE — [18, 712, 100, 719]
notice-paragraph: subject to all prior easements, restrictions, reservations, covenants and encumbrances now of record, if any, to satisfy the debt and costs. — [18, 1284, 201, 1298]
